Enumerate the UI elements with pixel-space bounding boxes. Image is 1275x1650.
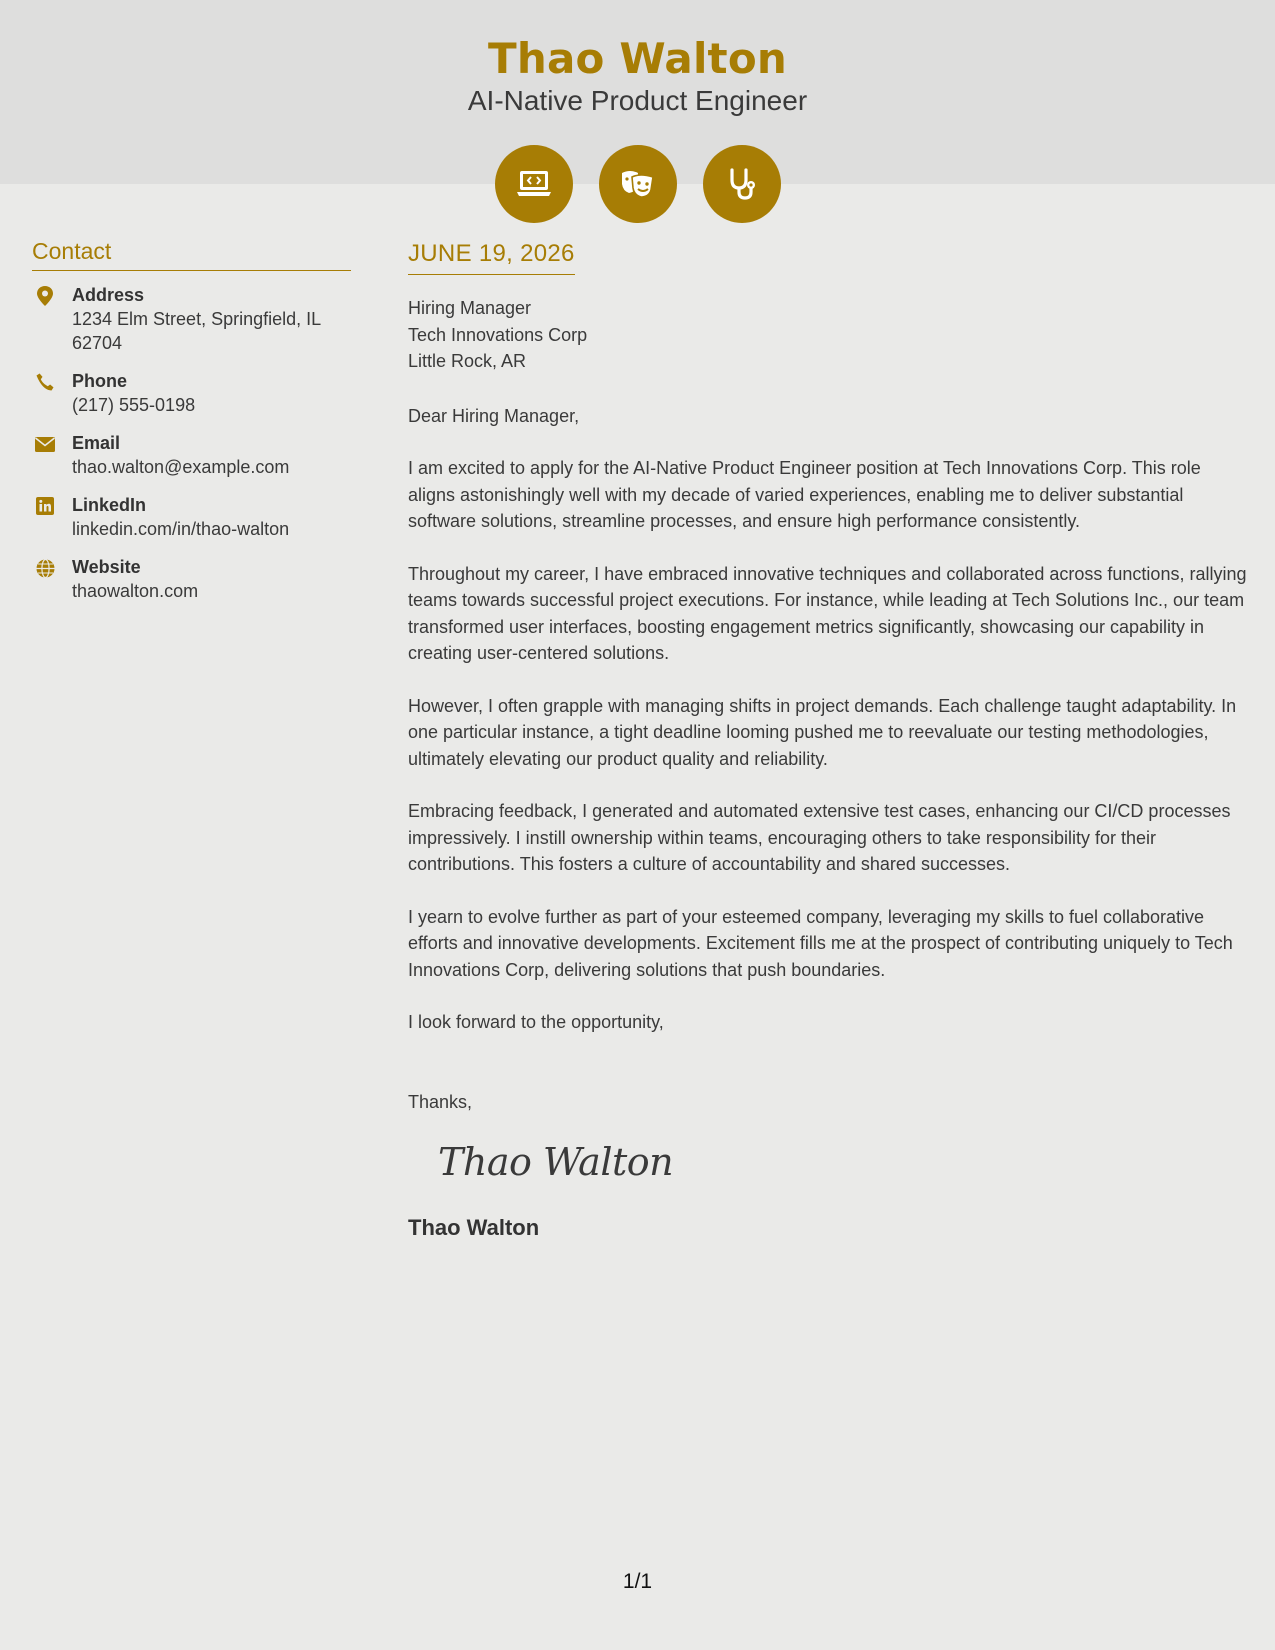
- header-icons: [0, 145, 1275, 223]
- letter-body: [408, 240, 1250, 1241]
- globe-icon: [34, 557, 56, 579]
- closing-line: I look forward to the opportunity,: [408, 1012, 664, 1032]
- page-number: 1/1: [622, 1570, 653, 1593]
- address-label: Address: [72, 285, 145, 305]
- phone-label: Phone: [72, 371, 128, 391]
- contact-linkedin: [32, 493, 351, 541]
- letter-paragraph: I yearn to evolve further as part of your esteemed company, leveraging my skills to fuel collaborative efforts and innovative developments. Excitement fills me at the prospect of contributing uniquely to Tech Innovations Corp, delivering solutions that push boundaries.: [408, 906, 1233, 980]
- envelope-icon: [34, 433, 56, 455]
- contact-sidebar: [32, 238, 351, 617]
- contact-email: [32, 431, 351, 479]
- letter-paragraph: However, I often grapple with managing shifts in project demands. Each challenge taught adaptability. In one particular instance, a tight deadline looming pushed me to reevaluate our testing methodologies, ultimately elevating our product quality and reliability.: [408, 695, 1237, 769]
- stethoscope-icon: [703, 145, 781, 223]
- website-label: Website: [72, 557, 141, 577]
- website-value: thaowalton.com: [72, 581, 199, 601]
- letter-paragraph: Embracing feedback, I generated and automated extensive test cases, enhancing our CI/CD processes impressively. I instill ownership within teams, encouraging others to take responsibility for their contributions. This fosters a culture of accountability and shared successes.: [408, 801, 1231, 874]
- thanks-line: Thanks,: [408, 1091, 473, 1112]
- recipient-company: Tech Innovations Corp: [408, 324, 588, 345]
- linkedin-label: LinkedIn: [72, 495, 147, 515]
- email-label: Email: [72, 433, 121, 453]
- letter-paragraph: I am excited to apply for the AI-Native Product Engineer position at Tech Innovations Corp. This role aligns astonishingly well with my decade of varied experiences, enabling me to deliver substantial software solutions, streamline processes, and ensure high performance consistently.: [408, 458, 1201, 531]
- recipient-title: Hiring Manager: [408, 298, 532, 318]
- applicant-headline: AI-Native Product Engineer: [467, 85, 808, 116]
- salutation: Dear Hiring Manager,: [408, 405, 580, 426]
- contact-address: [32, 283, 351, 355]
- address-value: 1234 Elm Street, Springfield, IL 62704: [72, 309, 321, 353]
- linkedin-value: linkedin.com/in/thao-walton: [72, 519, 290, 539]
- recipient-location: Little Rock, AR: [408, 351, 527, 371]
- signed-name: Thao Walton: [408, 1215, 540, 1240]
- applicant-name: Thao Walton: [488, 34, 787, 83]
- phone-icon: [34, 371, 56, 393]
- contact-phone: [32, 369, 351, 417]
- letter-paragraph: Throughout my career, I have embraced innovative techniques and collaborated across functions, rallying teams towards successful project executions. For instance, while leading at Tech Solutions Inc., our team transformed user interfaces, boosting engagement metrics significantly, showcasing our capability in creating user-centered solutions.: [408, 563, 1247, 663]
- phone-value: (217) 555-0198: [72, 395, 196, 415]
- linkedin-icon: [34, 495, 56, 517]
- letter-date: JUNE 19, 2026: [408, 240, 575, 275]
- handwritten-signature: Thao Walton: [438, 1140, 674, 1184]
- contact-website: [32, 555, 351, 603]
- email-value: thao.walton@example.com: [72, 457, 290, 477]
- laptop-code-icon: [495, 145, 573, 223]
- theater-masks-icon: [599, 145, 677, 223]
- map-marker-icon: [34, 285, 56, 307]
- contact-section-title: Contact: [32, 238, 351, 271]
- recipient-block: [408, 295, 1250, 375]
